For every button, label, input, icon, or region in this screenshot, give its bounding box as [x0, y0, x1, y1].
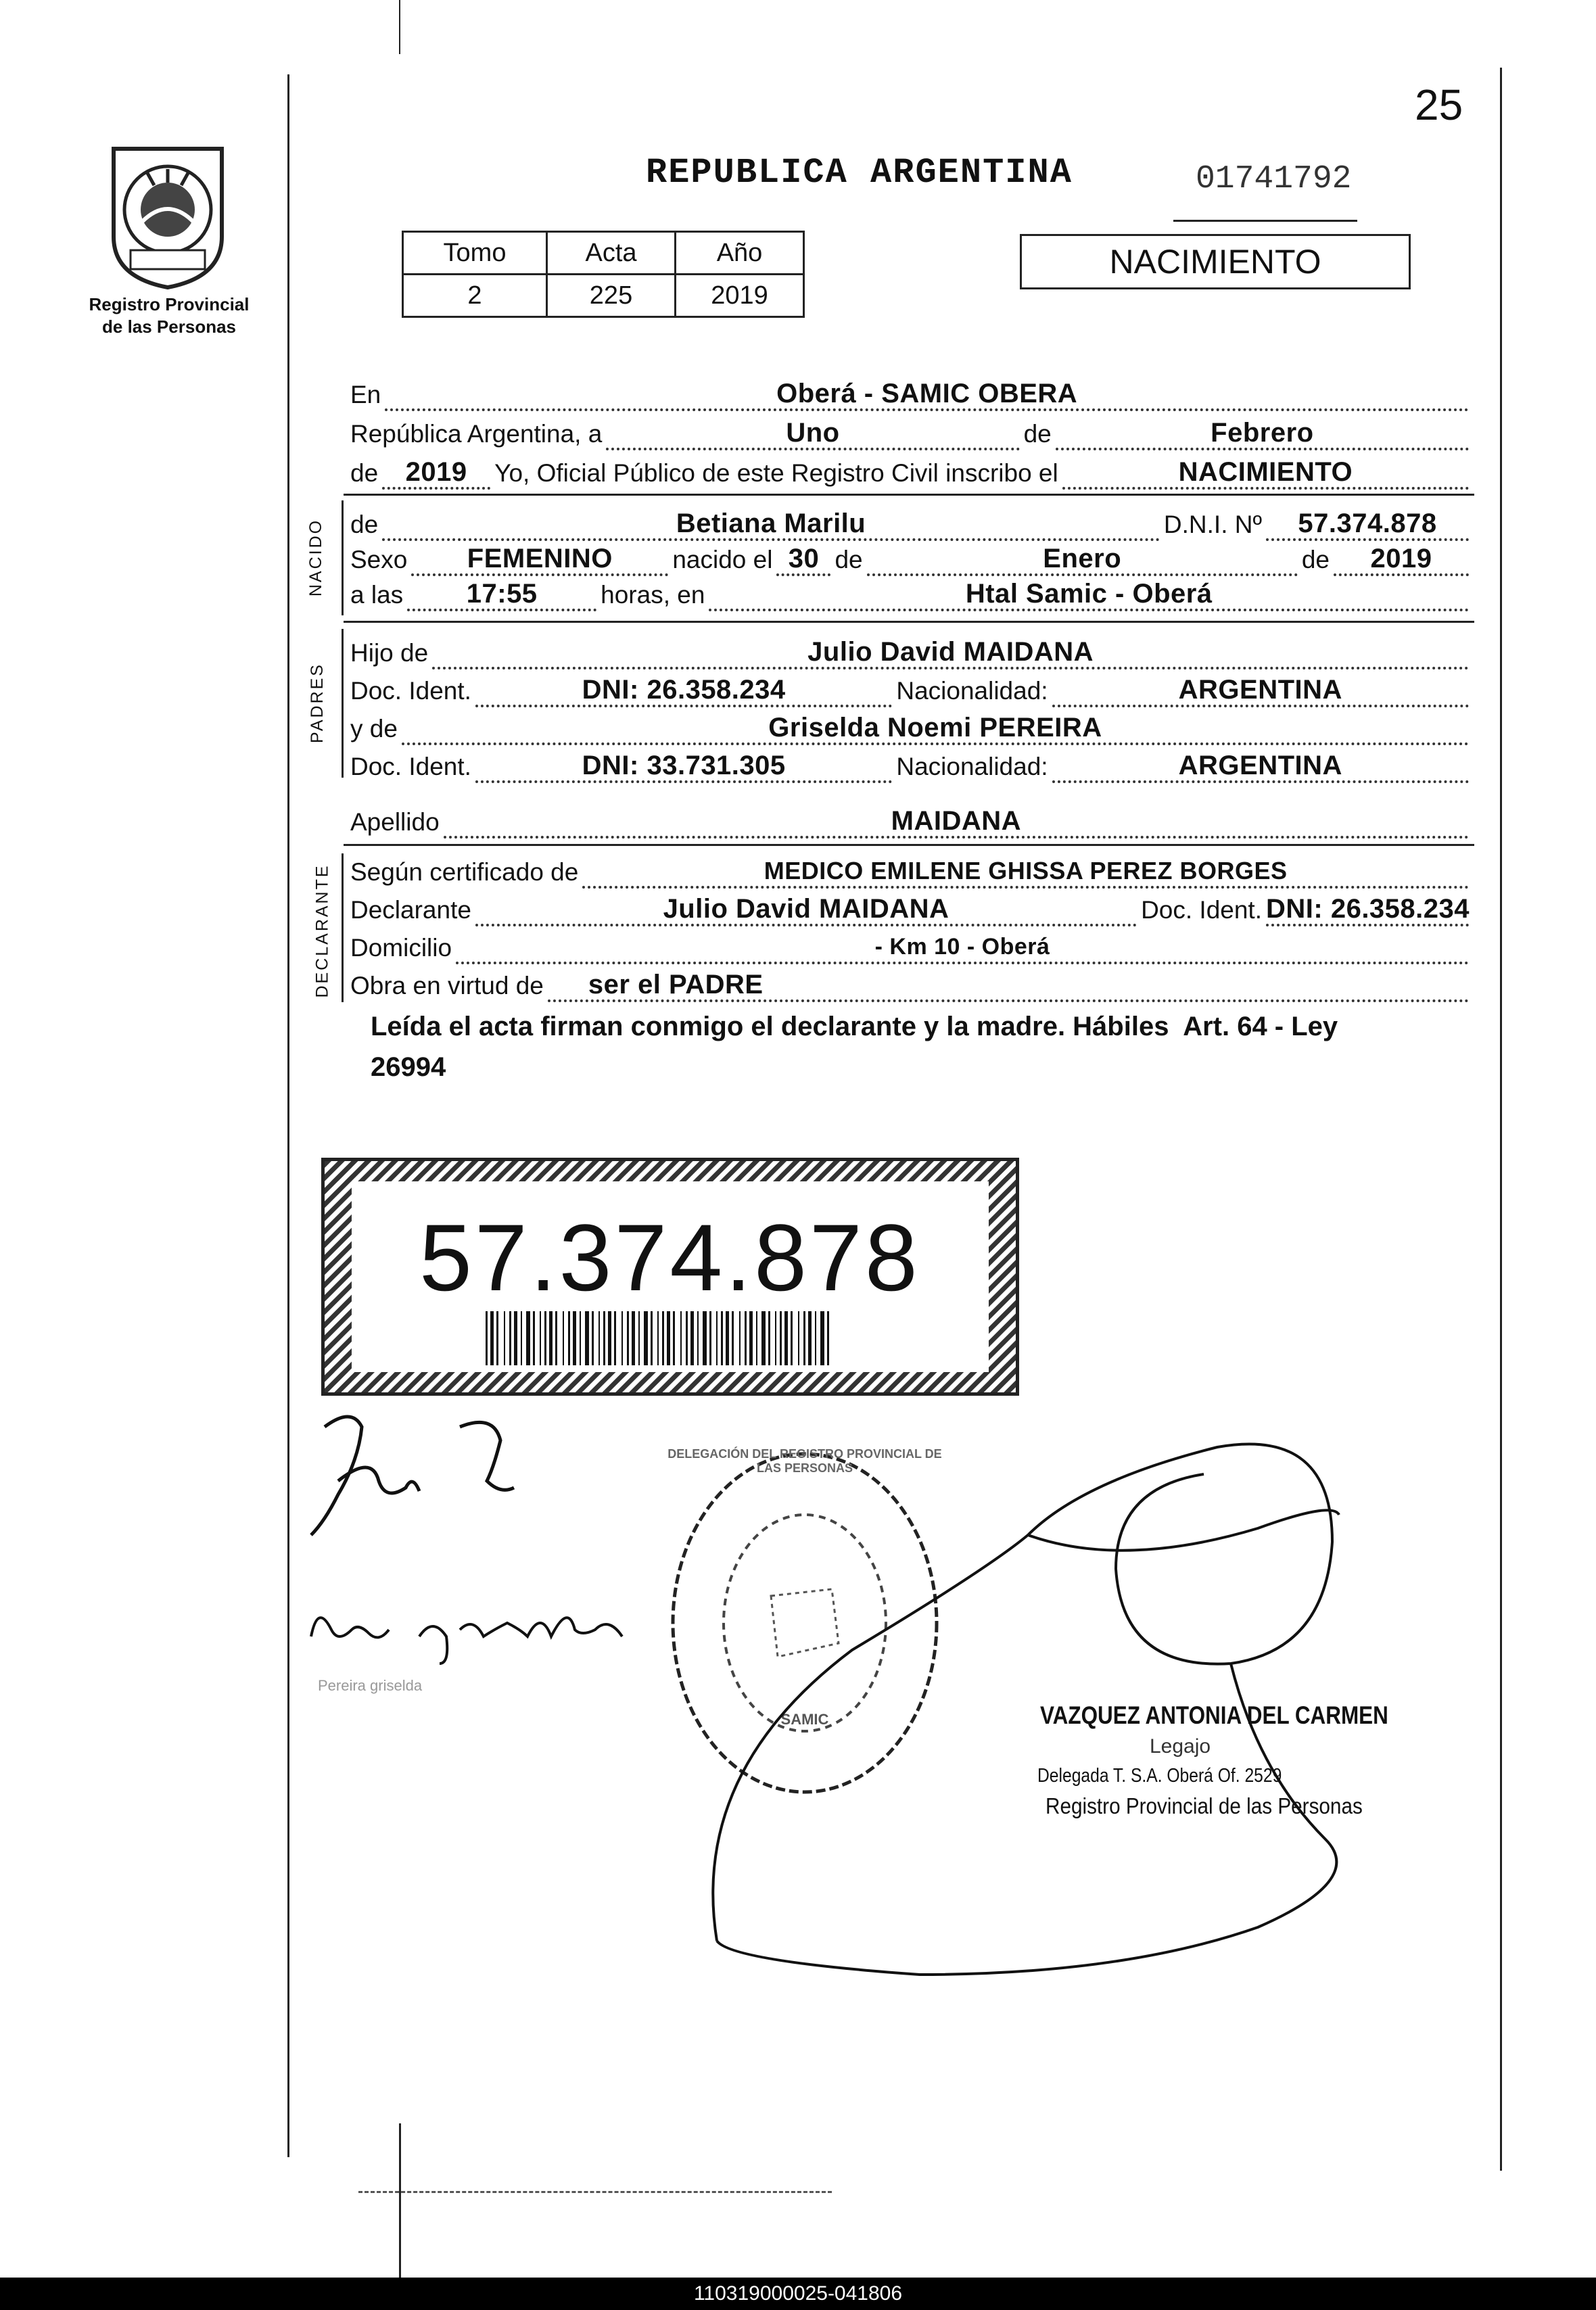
- madre-nac-field: [1052, 749, 1469, 783]
- sexo-field: [411, 542, 668, 576]
- republica-label: República Argentina, a: [350, 420, 603, 448]
- madre-doc-field: [475, 749, 892, 783]
- horas-en-label: horas, en: [601, 581, 705, 609]
- madre-value: Griselda Noemi PEREIRA: [768, 713, 1102, 742]
- nacido-anio-value: 2019: [1370, 544, 1432, 573]
- dni-label: D.N.I. Nº: [1163, 511, 1262, 538]
- hora-value: 17:55: [466, 579, 538, 609]
- madre-doc-label: Doc. Ident.: [350, 753, 471, 780]
- table-value-tomo: 2: [403, 275, 547, 317]
- row-hijo-de: [350, 634, 1473, 669]
- declarante-doc-value: DNI: 26.358.234: [1266, 894, 1470, 924]
- barcode-bar: [820, 1311, 824, 1365]
- madre-signature-text: Pereira griselda: [318, 1677, 423, 1694]
- barcode-bar: [598, 1311, 600, 1365]
- barcode-bar: [621, 1311, 623, 1365]
- domicilio-field: [456, 930, 1469, 964]
- handwritten-signature-icon: [304, 1589, 656, 1670]
- bottom-binding-line: [399, 2123, 401, 2278]
- closing-text-line2: 26994: [371, 1052, 446, 1082]
- hora-field: [407, 578, 596, 611]
- registry-name-line2: de las Personas: [102, 316, 236, 337]
- official-registry: Registro Provincial de las Personas: [1046, 1793, 1363, 1818]
- barcode-bar: [716, 1311, 718, 1365]
- dia-field: [606, 417, 1019, 450]
- madre-doc-value: DNI: 33.731.305: [582, 751, 786, 780]
- right-margin-line: [1500, 68, 1502, 2171]
- row-republica: [350, 415, 1473, 450]
- record-type-box: [1020, 234, 1411, 289]
- barcode-bar: [549, 1311, 553, 1365]
- barcode-bar: [726, 1311, 729, 1365]
- padres-bracket: [342, 629, 344, 778]
- declarante-label: Declarante: [350, 896, 471, 924]
- declarante-doc-label: Doc. Ident.: [1141, 896, 1262, 924]
- sticker-barcode: [486, 1311, 837, 1365]
- barcode-bar: [808, 1311, 812, 1365]
- certificado-value: MEDICO EMILENE GHISSA PEREZ BORGES: [764, 857, 1288, 885]
- registry-logo: [100, 135, 235, 291]
- official-legajo: Legajo: [1150, 1735, 1211, 1758]
- inscribo-value: NACIMIENTO: [1178, 457, 1353, 487]
- barcode-bar: [580, 1311, 581, 1365]
- padres-section-label: PADRES: [307, 663, 327, 743]
- barcode-bar: [638, 1311, 640, 1365]
- nacido-de3-label: de: [1301, 546, 1330, 573]
- country-title: REPUBLICA ARGENTINA: [646, 153, 1073, 193]
- divider-2: [344, 621, 1474, 623]
- nacido-de-label: de: [350, 511, 379, 538]
- barcode-bar: [721, 1311, 723, 1365]
- madre-nacionalidad-label: Nacionalidad:: [896, 753, 1048, 780]
- barcode-bar: [673, 1311, 675, 1365]
- padre-doc-label: Doc. Ident.: [350, 677, 471, 705]
- padre-nac-value: ARGENTINA: [1178, 675, 1342, 705]
- barcode-bar: [791, 1311, 793, 1365]
- anio-value: 2019: [405, 457, 467, 487]
- barcode-bar: [756, 1311, 757, 1365]
- barcode-bar: [632, 1311, 635, 1365]
- bottom-dashed-line: [358, 2191, 832, 2193]
- barcode-bar: [592, 1311, 594, 1365]
- padre-doc-value: DNI: 26.358.234: [582, 675, 786, 705]
- barcode-bar: [784, 1311, 788, 1365]
- row-certificado: [350, 853, 1473, 889]
- nacido-dia-field: [776, 542, 830, 576]
- barcode-bar: [563, 1311, 564, 1365]
- barcode-bar: [555, 1311, 557, 1365]
- barcode-bar: [486, 1311, 488, 1365]
- barcode-icon: [486, 1311, 837, 1365]
- certificado-field: [582, 855, 1469, 889]
- sticker-dni-number: 57.374.878: [419, 1204, 920, 1311]
- row-domicilio: [350, 929, 1473, 964]
- barcode-bar: [608, 1311, 611, 1365]
- apellido-field: [444, 805, 1469, 839]
- table-value-anio: 2019: [676, 275, 804, 317]
- barcode-bar: [739, 1311, 741, 1365]
- nacido-mes-value: Enero: [1043, 544, 1122, 573]
- serial-number: 01741792: [1196, 161, 1352, 197]
- barcode-bar: [680, 1311, 682, 1365]
- y-de-label: y de: [350, 715, 398, 742]
- declarante-field: [475, 893, 1137, 926]
- declarante-section-label: DECLARANTE: [312, 864, 332, 998]
- de2-label: de: [350, 459, 379, 487]
- row-y-de: [350, 710, 1473, 745]
- barcode-bar: [514, 1311, 517, 1365]
- serial-underline: [1173, 220, 1357, 222]
- nacido-bracket: [342, 500, 344, 615]
- en-label: En: [350, 381, 381, 408]
- mes-value: Febrero: [1211, 418, 1314, 448]
- barcode-bar: [780, 1311, 782, 1365]
- barcode-bar: [703, 1311, 707, 1365]
- anio-field: [382, 456, 490, 490]
- nombre-field: [382, 507, 1160, 541]
- obra-label: Obra en virtud de: [350, 972, 544, 999]
- apellido-value: MAIDANA: [891, 806, 1022, 836]
- barcode-bar: [644, 1311, 648, 1365]
- dia-value: Uno: [786, 418, 840, 448]
- de-label: de: [1023, 420, 1052, 448]
- barcode-bar: [521, 1311, 522, 1365]
- barcode-bar: [540, 1311, 541, 1365]
- barcode-bar: [526, 1311, 530, 1365]
- row-madre-doc: [350, 748, 1473, 783]
- a-las-label: a las: [350, 581, 404, 609]
- handwritten-signature-icon: [298, 1400, 541, 1549]
- padre-doc-field: [475, 674, 892, 707]
- madre-nac-value: ARGENTINA: [1178, 751, 1342, 780]
- mes-field: [1056, 417, 1469, 450]
- barcode-bar: [768, 1311, 770, 1365]
- lugar-value: Htal Samic - Oberá: [965, 579, 1213, 609]
- barcode-bar: [496, 1311, 498, 1365]
- row-anio-oficial: [350, 454, 1473, 490]
- sexo-value: FEMENINO: [467, 544, 613, 573]
- declarante-value: Julio David MAIDANA: [663, 894, 949, 924]
- barcode-bar: [533, 1311, 535, 1365]
- domicilio-value: - Km 10 - Oberá: [874, 934, 1050, 960]
- barcode-bar: [775, 1311, 776, 1365]
- closing-text-line1: Leída el acta firman conmigo el declarante y la madre. Hábiles Art. 64 - Ley: [371, 1012, 1338, 1041]
- hijo-de-label: Hijo de: [350, 639, 429, 667]
- record-table: [402, 231, 805, 318]
- barcode-bar: [690, 1311, 694, 1365]
- dni-sticker: [321, 1158, 1019, 1396]
- barcode-bar: [697, 1311, 699, 1365]
- divider-3: [344, 844, 1474, 846]
- declarante-doc-field: [1266, 893, 1469, 926]
- nombre-value: Betiana Marilu: [676, 509, 866, 538]
- obra-field: [548, 968, 1469, 1002]
- table-header-tomo: Tomo: [403, 232, 547, 275]
- barcode-bar: [509, 1311, 511, 1365]
- madre-signature: [304, 1589, 656, 1674]
- obra-value: ser el PADRE: [588, 970, 764, 999]
- nacido-section-label: NACIDO: [306, 518, 326, 597]
- nacido-mes-field: [867, 542, 1298, 576]
- barcode-bar: [761, 1311, 766, 1365]
- barcode-bar: [709, 1311, 711, 1365]
- provincial-seal-icon: [100, 135, 235, 291]
- nacido-dia-value: 30: [788, 544, 820, 573]
- barcode-bar: [573, 1311, 576, 1365]
- stamp-text: DELEGACIÓN DEL REGISTRO PROVINCIAL DE LAS PERSONAS: [667, 1447, 942, 1475]
- barcode-bar: [504, 1311, 505, 1365]
- record-type: NACIMIENTO: [1109, 243, 1321, 281]
- declarante-signature: [298, 1400, 541, 1552]
- barcode-bar: [686, 1311, 688, 1365]
- row-en: [350, 376, 1473, 411]
- dni-field: [1266, 507, 1469, 541]
- barcode-bar: [603, 1311, 605, 1365]
- barcode-bar: [745, 1311, 747, 1365]
- declarante-bracket: [342, 853, 344, 1002]
- divider-1: [344, 494, 1474, 496]
- stamp-inner-text: SAMIC: [780, 1711, 829, 1728]
- official-name: VAZQUEZ ANTONIA DEL CARMEN: [1040, 1701, 1388, 1729]
- top-tick-line: [399, 0, 400, 54]
- sexo-label: Sexo: [350, 546, 408, 573]
- lugar-field: [709, 578, 1469, 611]
- en-field: [385, 377, 1469, 411]
- barcode-bar: [749, 1311, 753, 1365]
- oficial-text: Yo, Oficial Público de este Registro Civil inscribo el: [494, 459, 1058, 487]
- page-number: 25: [1415, 80, 1463, 129]
- padre-value: Julio David MAIDANA: [807, 637, 1094, 667]
- table-value-acta: 225: [547, 275, 676, 317]
- apellido-label: Apellido: [350, 808, 440, 836]
- official-role: Delegada T. S.A. Oberá Of. 2529: [1037, 1765, 1282, 1787]
- padre-nac-field: [1052, 674, 1469, 707]
- barcode-bar: [627, 1311, 629, 1365]
- row-hora: [350, 576, 1473, 611]
- barcode-bar: [614, 1311, 616, 1365]
- padre-field: [432, 636, 1469, 669]
- left-margin-line: [287, 74, 289, 2157]
- row-padre-doc: [350, 672, 1473, 707]
- barcode-bar: [827, 1311, 829, 1365]
- row-sexo: [350, 541, 1473, 576]
- nacido-de2-label: de: [835, 546, 863, 573]
- row-apellido: [350, 803, 1473, 839]
- madre-field: [402, 711, 1469, 745]
- barcode-bar: [815, 1311, 816, 1365]
- nacido-anio-field: [1334, 542, 1469, 576]
- table-header-anio: Año: [676, 232, 804, 275]
- table-header-acta: Acta: [547, 232, 676, 275]
- barcode-bar: [803, 1311, 805, 1365]
- barcode-bar: [544, 1311, 546, 1365]
- certificado-label: Según certificado de: [350, 858, 579, 886]
- registry-name-line1: Registro Provincial: [89, 294, 250, 314]
- row-nacido-nombre: [350, 506, 1473, 541]
- barcode-bar: [651, 1311, 653, 1365]
- barcode-bar: [490, 1311, 494, 1365]
- barcode-bar: [585, 1311, 589, 1365]
- inscribo-field: [1062, 456, 1469, 490]
- row-declarante: [350, 891, 1473, 926]
- padre-nacionalidad-label: Nacionalidad:: [896, 677, 1048, 705]
- dni-value: 57.374.878: [1298, 509, 1437, 538]
- barcode-bar: [657, 1311, 659, 1365]
- nacido-el-label: nacido el: [672, 546, 773, 573]
- barcode-bar: [662, 1311, 664, 1365]
- footer-bar: [0, 2278, 1596, 2310]
- barcode-bar: [732, 1311, 734, 1365]
- row-obra: [350, 967, 1473, 1002]
- barcode-bar: [667, 1311, 670, 1365]
- footer-code: 110319000025-041806: [693, 2282, 903, 2305]
- en-value: Oberá - SAMIC OBERA: [776, 379, 1078, 408]
- domicilio-label: Domicilio: [350, 934, 452, 962]
- barcode-bar: [798, 1311, 799, 1365]
- barcode-bar: [568, 1311, 570, 1365]
